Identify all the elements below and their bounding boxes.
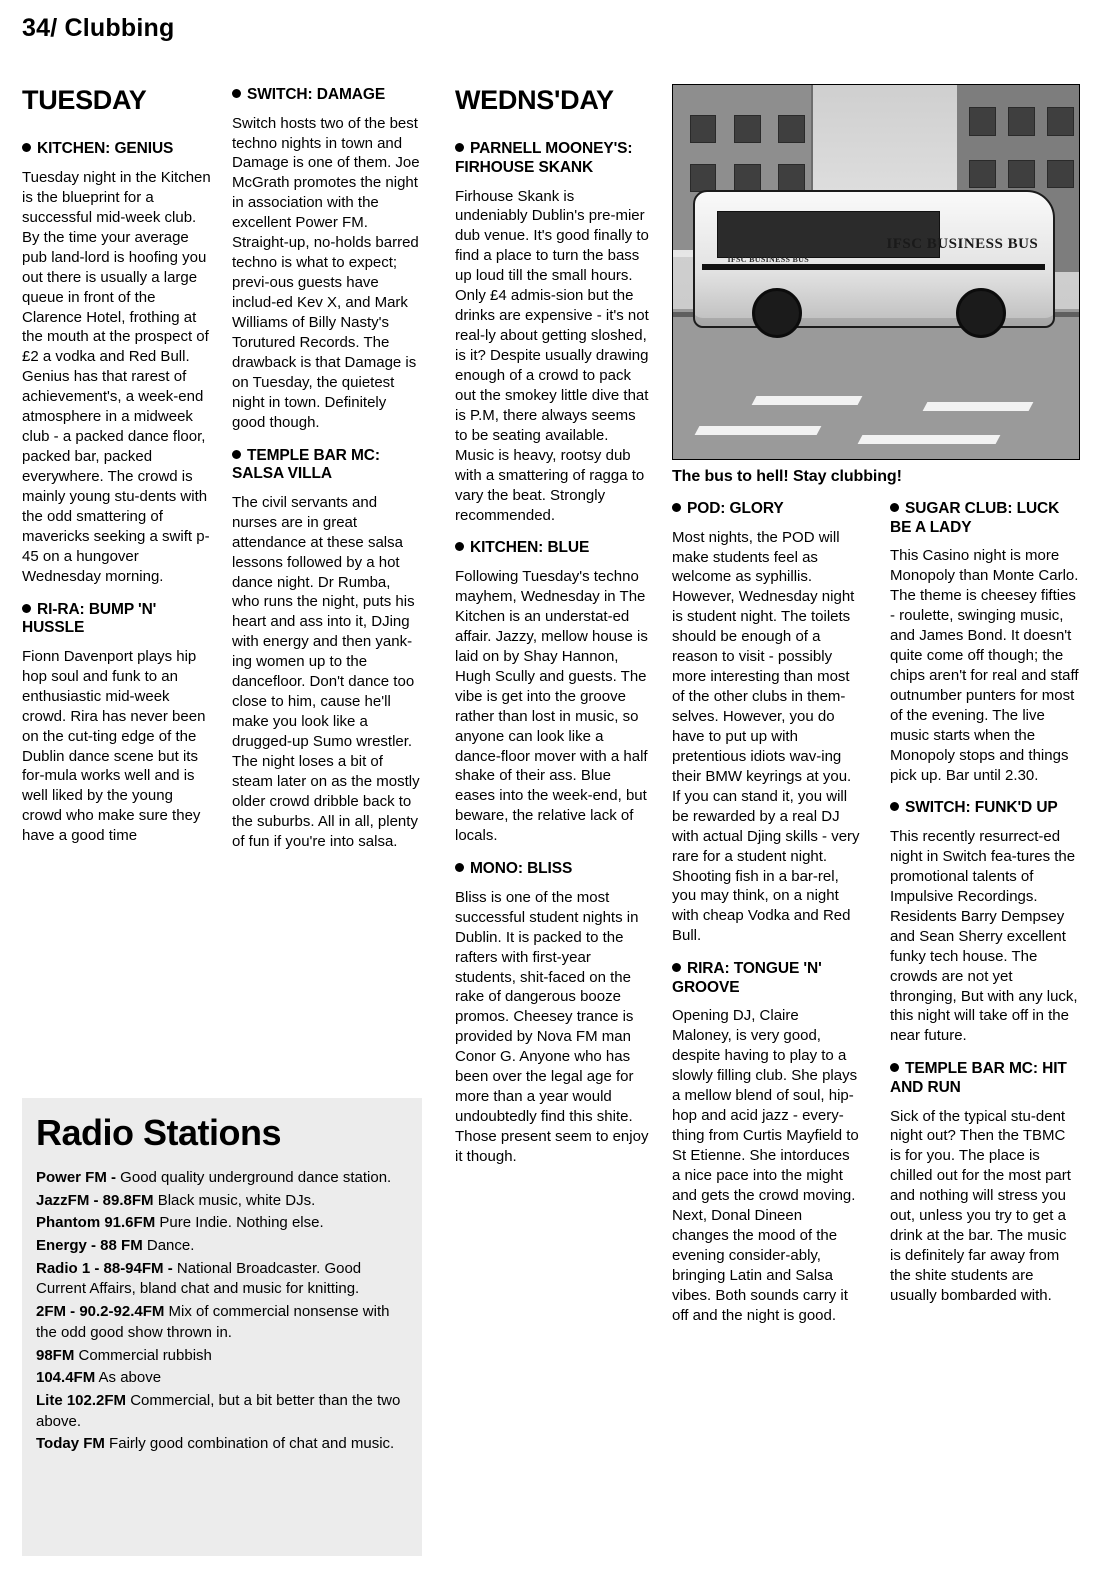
entry-title [455, 860, 650, 879]
station-name: 2FM - 90.2-92.4FM [36, 1303, 165, 1321]
entry-title [22, 140, 212, 159]
bullet-icon [455, 863, 464, 872]
photo-road [673, 309, 1079, 459]
entry-kitchen-genius [22, 140, 212, 586]
entry-title-text: RIRA: TONGUE 'N' GROOVE [672, 960, 822, 996]
list-item [36, 1302, 408, 1343]
bullet-icon [232, 450, 241, 459]
bus-photo [672, 84, 1080, 460]
heading-tuesday: TUESDAY [22, 85, 147, 115]
list-item [36, 1346, 408, 1367]
bus-graphic [693, 190, 1054, 329]
photo-caption: The bus to hell! Stay clubbing! [672, 468, 902, 485]
entry-title-text: MONO: BLISS [470, 860, 573, 878]
entry-title [232, 86, 422, 105]
entry-body: This recently resurrect-ed night in Switch fea-tures the promotional talents of Impulsive Recordings. Residents Barry Dempsey and Sean Sherry excellent funky tech house. The crowds are not yet thronging, But with any luck, this night will take off in the near future. [890, 828, 1078, 1045]
radio-stations-box [22, 1098, 422, 1556]
entry-title [232, 447, 422, 484]
entry-temple-bar-salsa [232, 447, 422, 852]
entry-title-text: KITCHEN: GENIUS [37, 140, 174, 158]
station-name: Radio 1 - 88-94FM - [36, 1259, 173, 1277]
bullet-icon [672, 963, 681, 972]
entry-body: Bliss is one of the most successful student nights in Dublin. It is packed to the rafters with first-year students, shit-faced on the rake of dangerous booze promos. Cheesey trance is provided by Nova FM man Conor G. Anyone who has been over the legal age for more than a year would undoubtedly find this shite. Those present seem to enjoy it though. [455, 888, 649, 1165]
bullet-icon [672, 503, 681, 512]
page-header [22, 14, 174, 43]
entry-pod-glory [672, 500, 862, 946]
entry-body: Sick of the typical stu-dent night out? Then the TBMC is for you. The place is chilled out for the most part and nothing will stress you out, unless you try to get a drink at the bar. The music is definitely far away from the shite students are usually bombarded with. [890, 1107, 1071, 1304]
column-wednesday-3 [890, 500, 1080, 1320]
list-item [36, 1236, 408, 1257]
radio-stations-list [36, 1168, 408, 1455]
bullet-icon [890, 1063, 899, 1072]
entry-sugar-club [890, 500, 1080, 785]
entry-kitchen-blue [455, 539, 650, 846]
entry-temple-bar-hit-and-run [890, 1060, 1080, 1306]
station-name: Lite 102.2FM [36, 1391, 127, 1409]
bullet-icon [455, 542, 464, 551]
entry-title [890, 799, 1080, 818]
heading-wednesday: WEDNS'DAY [455, 85, 614, 115]
bullet-icon [232, 89, 241, 98]
entry-title-text: SWITCH: FUNK'D UP [905, 799, 1058, 817]
column-tuesday-2 [232, 86, 422, 866]
entry-switch-damage [232, 86, 422, 433]
column-wednesday-2 [672, 500, 862, 1339]
list-item [36, 1434, 408, 1455]
list-item [36, 1368, 408, 1389]
entry-mono-bliss [455, 860, 650, 1167]
entry-title [22, 601, 212, 638]
entry-body: The civil servants and nurses are in great attendance at these salsa lessons followed by a hot dance night. Dr Rumba, who runs the night, puts his heart and ass into it, DJing with energy and then yank-ing women up to the dancefloor. Don't dance too close to him, cause he'll make you look like a drugged-up Sumo wrestler. The night loses a bit of steam later on as the mostly older crowd dribble back to the suburbs. All in all, plenty of fun if you're into salsa. [232, 493, 420, 850]
entry-title-text: KITCHEN: BLUE [470, 539, 590, 557]
entry-parnell-mooneys [455, 140, 650, 525]
entry-title-text: SUGAR CLUB: LUCK BE A LADY [890, 500, 1060, 536]
station-desc: Commercial rubbish [74, 1346, 212, 1364]
column-wednesday-1 [455, 86, 650, 1181]
station-name: JazzFM - 89.8FM [36, 1191, 154, 1209]
photo-block [672, 84, 1080, 486]
list-item [36, 1213, 408, 1234]
list-item [36, 1191, 408, 1212]
station-desc: Black music, white DJs. [153, 1191, 316, 1209]
bullet-icon [22, 143, 31, 152]
station-name: Phantom 91.6FM [36, 1214, 156, 1232]
entry-body: Firhouse Skank is undeniably Dublin's pre-mier dub venue. It's good finally to find a place to turn the bass up loud till the small hours. Only £4 admis-sion but the drinks are expensive - it's not real-ly about getting sloshed, is it? Despite usually drawing enough of a crowd to pack out the smokey little dive that is P.M, there always seems to be seating available. Music is heavy, rootsy dub with a smattering of ragga to vary the beat. Strongly recommended. [455, 187, 649, 524]
list-item [36, 1168, 408, 1189]
entry-title [672, 500, 862, 519]
station-desc: National Broadcaster. Good Current Affairs, bland chat and music for knitting. [36, 1259, 362, 1298]
station-desc: Mix of commercial nonsense with the odd good show thrown in. [36, 1303, 390, 1341]
station-name: Today FM [36, 1435, 105, 1453]
page-folio: 34/ [22, 14, 58, 42]
entry-body: This Casino night is more Monopoly than Monte Carlo. The theme is cheesey fifties - roulette, swinging music, and James Bond. It doesn't quite come off though; the chips aren't for real and staff outnumber punters for most of the evening. The live music starts when the Monopoly stops and things pick up. Bar until 2.30. [890, 547, 1079, 784]
column-tuesday-1 [22, 86, 212, 860]
bullet-icon [890, 503, 899, 512]
bullet-icon [890, 802, 899, 811]
bullet-icon [455, 143, 464, 152]
entry-body: Most nights, the POD will make students feel as welcome as syphillis. However, Wednesday night is student night. The toilets should be enough of a reason to visit - possibly more interesting than most of the other clubs in them-selves. However, you do have to put up with pretentious idiots wav-ing their BMW keyrings at you. If you can stand it, you will be rewarded by a real DJ with actual Djing skills - very rare for a student night. Shooting fish in a bar-rel, you may think, on a night with cheap Vodka and Red Bull. [672, 528, 860, 945]
station-name: Energy - 88 FM [36, 1237, 143, 1255]
entry-body: Opening DJ, Claire Maloney, is very good, despite having to play to a slowly filling club. She plays a mellow blend of soul, hip-hop and acid jazz - every-thing from Curtis Mayfield to St Etienne. She intorduces a nice pace into the might and gets the crowd moving. Next, Donal Dineen changes the mood of the evening consider-ably, bringing Latin and Salsa vibes. Both sounds carry it off and the night is good. [672, 1007, 859, 1324]
station-desc: Dance. [142, 1237, 195, 1255]
entry-title-text: PARNELL MOONEY'S: FIRHOUSE SKANK [455, 140, 633, 176]
station-name: 104.4FM [36, 1369, 96, 1387]
entry-body: Following Tuesday's techno mayhem, Wednesday in The Kitchen is an understat-ed affair. Jazzy, mellow house is laid on by Shay Hannon, Hugh Scully and guests. The vibe is get into the groove rather than lost in music, so anyone can look like a dance-floor mover with a half shake of their ass. Blue eases into the week-end, but beware, the relative lack of locals. [455, 568, 648, 845]
bus-livery-text: IFSC BUSINESS BUS [886, 236, 1039, 253]
entry-title [890, 1060, 1080, 1097]
entry-body: Switch hosts two of the best techno nights in town and Damage is one of them. Joe McGrath promotes the night in association with the excellent Power FM. Straight-up, no-holds barred techno is what to expect; previ-ous guests have includ-ed Kev X, and Mark Williams of Billy Nasty's Torutured Records. The drawback is that Damage is on Tuesday, the quietest night in town. Definitely good though. [232, 114, 420, 431]
list-item [36, 1259, 408, 1300]
station-desc: As above [95, 1369, 162, 1387]
entry-switch-funkd-up [890, 799, 1080, 1046]
entry-title-text: POD: GLORY [687, 500, 784, 517]
station-name: Power FM - [36, 1169, 117, 1186]
entry-rira-tongue [672, 960, 862, 1325]
entry-title [455, 539, 650, 558]
entry-body: Fionn Davenport plays hip hop soul and funk to an enthusiastic mid-week crowd. Rira has never been on the cut-ting edge of the Dublin dance scene but its for-mula works well and is well liked by the young crowd who make sure they have a good time [22, 647, 206, 845]
station-desc: Fairly good combination of chat and music. [104, 1435, 395, 1453]
entry-title [672, 960, 862, 997]
entry-title-text: SWITCH: DAMAGE [247, 86, 386, 103]
entry-title-text: TEMPLE BAR MC: SALSA VILLA [232, 446, 380, 483]
entry-title-text: RI-RA: BUMP 'N' HUSSLE [22, 600, 157, 637]
radio-stations-title: Radio Stations [36, 1112, 282, 1153]
entry-title-text: TEMPLE BAR MC: HIT AND RUN [890, 1060, 1067, 1096]
bullet-icon [22, 604, 31, 613]
entry-title [455, 140, 650, 177]
entry-rira-bump [22, 601, 212, 847]
entry-title [890, 500, 1080, 537]
station-name: 98FM [36, 1346, 75, 1364]
entry-body: Tuesday night in the Kitchen is the blueprint for a successful mid-week club. By the time your average pub land-lord is hoofing you out there is usually a large queue in front of the Clarence Hotel, frothing at the mouth at the prospect of £2 a vodka and Red Bull. Genius has that rarest of achievement's, a week-end atmosphere in a midweek club - a packed dance floor, packed bar, packed everywhere. The crowd is mainly young stu-dents with the odd smattering of mavericks seeking a swift p-45 on a hungover Wednesday morning. [22, 168, 211, 585]
station-desc: Good quality underground dance station. [116, 1169, 392, 1186]
station-desc: Commercial, but a bit better than the two above. [36, 1391, 401, 1430]
section-title: Clubbing [64, 14, 175, 42]
station-desc: Pure Indie. Nothing else. [155, 1214, 324, 1232]
bus-stripe [702, 264, 1045, 270]
list-item [36, 1391, 408, 1432]
bus-livery-text-small: IFSC BUSINESS BUS [727, 254, 810, 264]
